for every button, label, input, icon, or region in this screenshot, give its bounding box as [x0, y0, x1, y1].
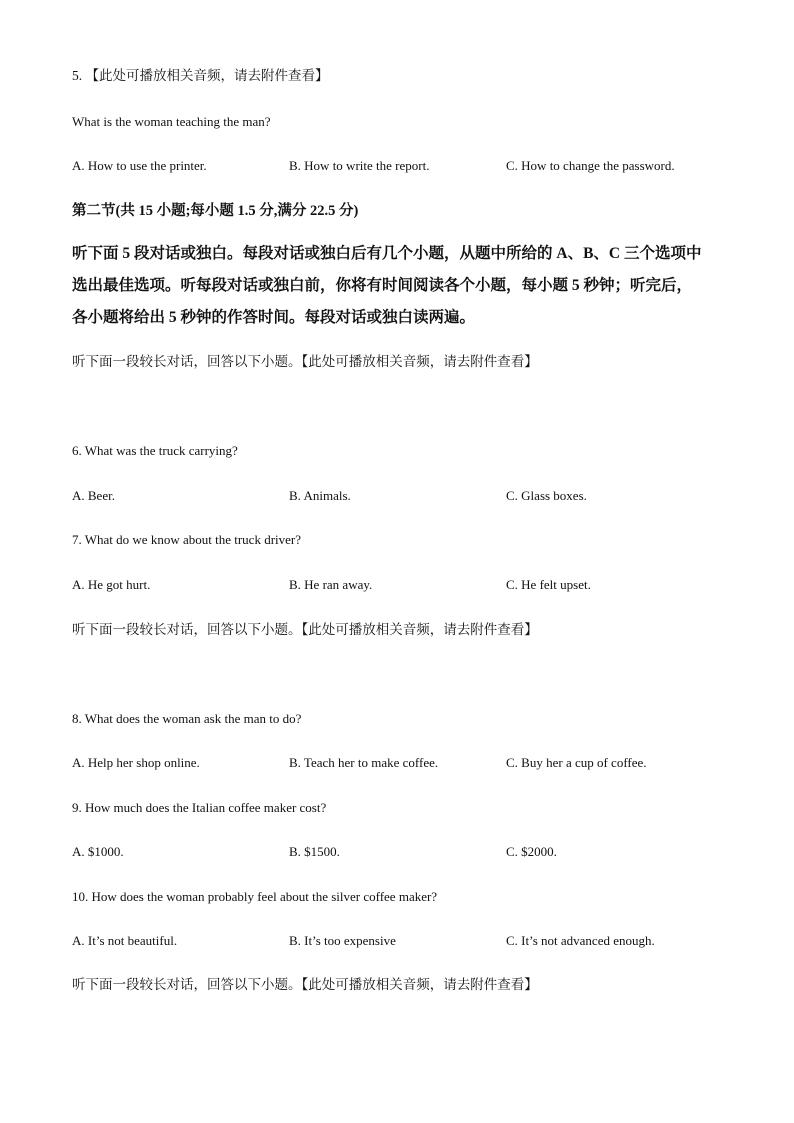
question-8-option-c: C. Buy her a cup of coffee. [506, 755, 647, 770]
question-8-text: 8. What does the woman ask the man to do? [72, 711, 302, 726]
question-10-text: 10. How does the woman probably feel about the silver coffee maker? [72, 889, 438, 904]
dialog-prompt-1: 听下面一段较长对话，回答以下小题。【此处可播放相关音频，请去附件查看】 [72, 354, 538, 369]
question-5-text: What is the woman teaching the man? [72, 114, 271, 129]
question-10-option-b: B. It’s too expensive [289, 933, 396, 948]
question-7-option-a: A. He got hurt. [72, 577, 151, 592]
question-9-option-c: C. $2000. [506, 844, 557, 859]
section-title: 第二节(共 15 小题;每小题 1.5 分,满分 22.5 分) [72, 203, 359, 219]
question-7-text: 7. What do we know about the truck driver? [72, 532, 301, 547]
question-6-option-c: C. Glass boxes. [506, 488, 587, 503]
question-7-option-b: B. He ran away. [289, 577, 373, 592]
question-5-option-b: B. How to write the report. [289, 158, 430, 173]
question-5-option-a: A. How to use the printer. [72, 158, 207, 173]
question-9-option-b: B. $1500. [289, 844, 340, 859]
question-9-text: 9. How much does the Italian coffee maker cost? [72, 800, 327, 815]
question-8-option-b: B. Teach her to make coffee. [289, 755, 439, 770]
question-5-option-c: C. How to change the password. [506, 158, 675, 173]
question-7-option-c: C. He felt upset. [506, 577, 591, 592]
section-instructions-line-2: 选出最佳选项。听每段对话或独白前，你将有时间阅读各个小题，每小题 5 秒钟；听完后， [72, 277, 693, 294]
question-6-option-b: B. Animals. [289, 488, 351, 503]
question-8-option-a: A. Help her shop online. [72, 755, 200, 770]
question-10-option-c: C. It’s not advanced enough. [506, 933, 655, 948]
dialog-prompt-2: 听下面一段较长对话，回答以下小题。【此处可播放相关音频，请去附件查看】 [72, 622, 538, 637]
question-9-option-a: A. $1000. [72, 844, 124, 859]
dialog-prompt-3: 听下面一段较长对话，回答以下小题。【此处可播放相关音频，请去附件查看】 [72, 977, 538, 992]
section-instructions-line-3: 各小题将给出 5 秒钟的作答时间。每段对话或独白读两遍。 [72, 309, 476, 326]
question-6-option-a: A. Beer. [72, 488, 115, 503]
question-10-option-a: A. It’s not beautiful. [72, 933, 178, 948]
section-instructions-line-1: 听下面 5 段对话或独白。每段对话或独白后有几个小题，从题中所给的 A、B、C 三个选项中 [72, 245, 702, 262]
question-5-header: 5. 【此处可播放相关音频，请去附件查看】 [72, 68, 329, 83]
question-6-text: 6. What was the truck carrying? [72, 443, 238, 458]
